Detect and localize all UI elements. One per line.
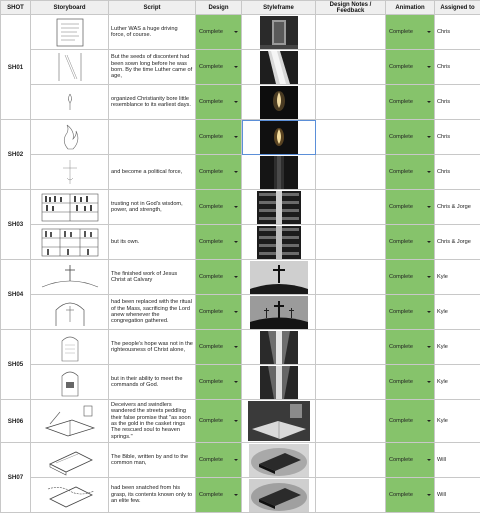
script-cell[interactable]: But the seeds of discontent had been sown long before he was born. By the time Luther came of age, bbox=[109, 50, 196, 85]
shot-label[interactable]: SH03 bbox=[1, 190, 31, 260]
storyboard-figure-sketch-icon bbox=[47, 156, 93, 188]
design-status-value: Complete bbox=[199, 344, 223, 350]
table-row bbox=[1, 330, 480, 365]
table-row bbox=[1, 15, 480, 50]
animation-status-dropdown[interactable] bbox=[386, 85, 435, 120]
animation-status-value: Complete bbox=[389, 99, 413, 105]
animation-status-dropdown[interactable] bbox=[386, 155, 435, 190]
dropdown-arrow-icon bbox=[427, 459, 431, 461]
styleframe-corridor-icon bbox=[260, 366, 298, 399]
table-row bbox=[1, 295, 480, 330]
animation-status-value: Complete bbox=[389, 492, 413, 498]
styleframe-cell[interactable] bbox=[242, 365, 316, 400]
assigned-cell[interactable]: Chris bbox=[435, 50, 480, 85]
design-status-dropdown[interactable] bbox=[196, 85, 242, 120]
header-design[interactable]: Design bbox=[196, 1, 242, 15]
assigned-cell[interactable]: Kyle bbox=[435, 260, 480, 295]
assigned-cell[interactable]: Will bbox=[435, 443, 480, 478]
styleframe-cell[interactable] bbox=[242, 85, 316, 120]
design-status-dropdown[interactable] bbox=[196, 260, 242, 295]
storyboard-cell[interactable] bbox=[31, 155, 109, 190]
script-cell[interactable] bbox=[109, 120, 196, 155]
animation-status-dropdown[interactable] bbox=[386, 15, 435, 50]
animation-status-dropdown[interactable] bbox=[386, 443, 435, 478]
design-status-dropdown[interactable] bbox=[196, 155, 242, 190]
storyboard-cell[interactable] bbox=[31, 225, 109, 260]
script-cell[interactable]: Deceivers and swindlers wandered the streets peddling their false promise that "as soon as the gold in the casket rings The rescued soul to heaven springs." bbox=[109, 400, 196, 443]
assigned-cell[interactable]: Will bbox=[435, 478, 480, 513]
assigned-cell[interactable]: Kyle bbox=[435, 295, 480, 330]
assigned-cell[interactable]: Chris bbox=[435, 15, 480, 50]
storyboard-cell[interactable] bbox=[31, 15, 109, 50]
design-status-dropdown[interactable] bbox=[196, 400, 242, 443]
script-cell[interactable]: The Bible, written by and to the common man, bbox=[109, 443, 196, 478]
design-status-dropdown[interactable] bbox=[196, 478, 242, 513]
script-cell[interactable]: had been snatched from his grasp, its contents known only to an elite few. bbox=[109, 478, 196, 513]
design-notes-cell[interactable] bbox=[316, 330, 386, 365]
header-script[interactable]: Script bbox=[109, 1, 196, 15]
animation-status-dropdown[interactable] bbox=[386, 295, 435, 330]
table-row bbox=[1, 190, 480, 225]
storyboard-light-beam-sketch-icon bbox=[47, 51, 93, 83]
dropdown-arrow-icon bbox=[234, 31, 238, 33]
design-status-value: Complete bbox=[199, 169, 223, 175]
table-row bbox=[1, 478, 480, 513]
styleframe-cell[interactable] bbox=[242, 295, 316, 330]
dropdown-arrow-icon bbox=[427, 346, 431, 348]
header-design-notes[interactable]: Design Notes / Feedback bbox=[316, 1, 386, 15]
assigned-cell[interactable]: Chris & Jorge bbox=[435, 190, 480, 225]
shot-label[interactable]: SH01 bbox=[1, 15, 31, 120]
storyboard-cell[interactable] bbox=[31, 120, 109, 155]
script-cell[interactable]: trusting not in God's wisdom, power, and strength, bbox=[109, 190, 196, 225]
script-cell[interactable]: The finished work of Jesus Christ at Calvary bbox=[109, 260, 196, 295]
header-animation[interactable]: Animation bbox=[386, 1, 435, 15]
storyboard-cell[interactable] bbox=[31, 400, 109, 443]
script-cell[interactable]: Luther WAS a huge driving force, of course. bbox=[109, 15, 196, 50]
storyboard-shelves-sketch-icon bbox=[40, 226, 100, 258]
header-shot[interactable]: SHOT bbox=[1, 1, 31, 15]
table-row bbox=[1, 260, 480, 295]
styleframe-candle-flame-icon bbox=[260, 86, 298, 119]
storyboard-cell[interactable] bbox=[31, 190, 109, 225]
shot-label[interactable]: SH02 bbox=[1, 120, 31, 190]
assigned-cell[interactable]: Chris bbox=[435, 120, 480, 155]
design-notes-cell[interactable] bbox=[316, 365, 386, 400]
assigned-cell[interactable]: Chris bbox=[435, 85, 480, 120]
header-row bbox=[1, 1, 480, 15]
dropdown-arrow-icon bbox=[427, 276, 431, 278]
table-row bbox=[1, 120, 480, 155]
header-storyboard[interactable]: Storyboard bbox=[31, 1, 109, 15]
design-status-dropdown[interactable] bbox=[196, 443, 242, 478]
styleframe-library-icon bbox=[257, 226, 301, 259]
dropdown-arrow-icon bbox=[427, 381, 431, 383]
animation-status-dropdown[interactable] bbox=[386, 190, 435, 225]
dropdown-arrow-icon bbox=[427, 241, 431, 243]
storyboard-candle-sketch-icon bbox=[47, 86, 93, 118]
animation-status-dropdown[interactable] bbox=[386, 225, 435, 260]
storyboard-cell[interactable] bbox=[31, 260, 109, 295]
dropdown-arrow-icon bbox=[234, 276, 238, 278]
design-status-dropdown[interactable] bbox=[196, 15, 242, 50]
storyboard-book-chain-sketch-icon bbox=[40, 479, 100, 511]
styleframe-cross-hill-icon bbox=[250, 261, 308, 294]
assigned-cell[interactable]: Kyle bbox=[435, 365, 480, 400]
styleframe-dark-doorway-icon bbox=[260, 16, 298, 49]
table-row bbox=[1, 400, 480, 443]
storyboard-book-desk-sketch-icon bbox=[40, 402, 100, 440]
dropdown-arrow-icon bbox=[234, 459, 238, 461]
styleframe-closed-book-icon bbox=[249, 479, 309, 512]
dropdown-arrow-icon bbox=[234, 66, 238, 68]
script-cell[interactable]: organized Christianity bore little resemblance to its earliest days. bbox=[109, 85, 196, 120]
styleframe-library-icon bbox=[257, 191, 301, 224]
design-notes-cell[interactable] bbox=[316, 120, 386, 155]
storyboard-tombstone-sketch-icon bbox=[47, 366, 93, 398]
script-cell[interactable]: but its own. bbox=[109, 225, 196, 260]
animation-status-value: Complete bbox=[389, 274, 413, 280]
design-status-value: Complete bbox=[199, 309, 223, 315]
styleframe-cell[interactable] bbox=[242, 330, 316, 365]
design-status-value: Complete bbox=[199, 492, 223, 498]
storyboard-cell[interactable] bbox=[31, 50, 109, 85]
dropdown-arrow-icon bbox=[234, 381, 238, 383]
assigned-cell[interactable]: Chris & Jorge bbox=[435, 225, 480, 260]
dropdown-arrow-icon bbox=[427, 311, 431, 313]
styleframe-cell[interactable] bbox=[242, 260, 316, 295]
design-status-value: Complete bbox=[199, 418, 223, 424]
styleframe-cell[interactable] bbox=[242, 400, 316, 443]
animation-status-dropdown[interactable] bbox=[386, 400, 435, 443]
dropdown-arrow-icon bbox=[427, 101, 431, 103]
dropdown-arrow-icon bbox=[427, 66, 431, 68]
storyboard-cell[interactable] bbox=[31, 85, 109, 120]
styleframe-flame-icon bbox=[260, 121, 298, 154]
assigned-cell[interactable]: Kyle bbox=[435, 400, 480, 443]
design-status-value: Complete bbox=[199, 204, 223, 210]
animation-status-value: Complete bbox=[389, 64, 413, 70]
animation-status-value: Complete bbox=[389, 204, 413, 210]
dropdown-arrow-icon bbox=[427, 206, 431, 208]
dropdown-arrow-icon bbox=[234, 241, 238, 243]
dropdown-arrow-icon bbox=[234, 171, 238, 173]
dropdown-arrow-icon bbox=[427, 171, 431, 173]
storyboard-shelves-sketch-icon bbox=[40, 191, 100, 223]
animation-status-value: Complete bbox=[389, 29, 413, 35]
styleframe-open-book-icon bbox=[248, 401, 310, 441]
design-notes-cell[interactable] bbox=[316, 190, 386, 225]
animation-status-dropdown[interactable] bbox=[386, 478, 435, 513]
animation-status-dropdown[interactable] bbox=[386, 365, 435, 400]
shot-label[interactable]: SH04 bbox=[1, 260, 31, 330]
animation-status-value: Complete bbox=[389, 239, 413, 245]
design-notes-cell[interactable] bbox=[316, 50, 386, 85]
design-notes-cell[interactable] bbox=[316, 260, 386, 295]
dropdown-arrow-icon bbox=[427, 136, 431, 138]
styleframe-cell-selected[interactable] bbox=[242, 120, 316, 155]
styleframe-cell[interactable] bbox=[242, 155, 316, 190]
animation-status-value: Complete bbox=[389, 418, 413, 424]
design-notes-cell[interactable] bbox=[316, 400, 386, 443]
dropdown-arrow-icon bbox=[234, 311, 238, 313]
storyboard-arch-sketch-icon bbox=[40, 296, 100, 328]
styleframe-cell[interactable] bbox=[242, 50, 316, 85]
styleframe-corridor-icon bbox=[260, 331, 298, 364]
dropdown-arrow-icon bbox=[234, 136, 238, 138]
storyboard-tablet-sketch-icon bbox=[47, 331, 93, 363]
script-cell[interactable]: The people's hope was not in the righteousness of Christ alone, bbox=[109, 330, 196, 365]
storyboard-flame-sketch-icon bbox=[47, 121, 93, 153]
design-status-dropdown[interactable] bbox=[196, 295, 242, 330]
dropdown-arrow-icon bbox=[234, 494, 238, 496]
dropdown-arrow-icon bbox=[427, 420, 431, 422]
dropdown-arrow-icon bbox=[234, 420, 238, 422]
design-notes-cell[interactable] bbox=[316, 85, 386, 120]
animation-status-value: Complete bbox=[389, 379, 413, 385]
design-notes-cell[interactable] bbox=[316, 443, 386, 478]
styleframe-crosses-dusk-icon bbox=[250, 296, 308, 329]
animation-status-dropdown[interactable] bbox=[386, 330, 435, 365]
dropdown-arrow-icon bbox=[234, 346, 238, 348]
animation-status-value: Complete bbox=[389, 134, 413, 140]
design-status-dropdown[interactable] bbox=[196, 225, 242, 260]
design-notes-cell[interactable] bbox=[316, 155, 386, 190]
design-notes-cell[interactable] bbox=[316, 225, 386, 260]
assigned-cell[interactable]: Kyle bbox=[435, 330, 480, 365]
script-cell[interactable]: but in their ability to meet the commands of God. bbox=[109, 365, 196, 400]
storyboard-book-sketch-icon bbox=[40, 444, 100, 476]
table-row bbox=[1, 443, 480, 478]
table-row bbox=[1, 85, 480, 120]
styleframe-cell[interactable] bbox=[242, 15, 316, 50]
dropdown-arrow-icon bbox=[427, 494, 431, 496]
assigned-cell[interactable]: Chris bbox=[435, 155, 480, 190]
design-status-value: Complete bbox=[199, 99, 223, 105]
design-notes-cell[interactable] bbox=[316, 15, 386, 50]
dropdown-arrow-icon bbox=[234, 101, 238, 103]
design-status-value: Complete bbox=[199, 134, 223, 140]
animation-status-dropdown[interactable] bbox=[386, 50, 435, 85]
storyboard-door-sketch-icon bbox=[47, 16, 93, 48]
table-row bbox=[1, 155, 480, 190]
shot-label[interactable]: SH05 bbox=[1, 330, 31, 400]
animation-status-value: Complete bbox=[389, 457, 413, 463]
design-status-dropdown[interactable] bbox=[196, 190, 242, 225]
storyboard-cell[interactable] bbox=[31, 365, 109, 400]
animation-status-dropdown[interactable] bbox=[386, 120, 435, 155]
design-status-value: Complete bbox=[199, 457, 223, 463]
storyboard-cell[interactable] bbox=[31, 330, 109, 365]
styleframe-dark-glow-icon bbox=[260, 156, 298, 189]
storyboard-cross-hill-sketch-icon bbox=[40, 261, 100, 293]
styleframe-cell[interactable] bbox=[242, 190, 316, 225]
styleframe-closed-book-icon bbox=[249, 444, 309, 477]
styleframe-cell[interactable] bbox=[242, 225, 316, 260]
design-status-value: Complete bbox=[199, 239, 223, 245]
design-status-value: Complete bbox=[199, 274, 223, 280]
styleframe-cell[interactable] bbox=[242, 478, 316, 513]
shot-label[interactable]: SH07 bbox=[1, 443, 31, 513]
table-row bbox=[1, 365, 480, 400]
design-status-value: Complete bbox=[199, 379, 223, 385]
script-cell[interactable]: and become a political force, bbox=[109, 155, 196, 190]
storyboard-cell[interactable] bbox=[31, 295, 109, 330]
design-notes-cell[interactable] bbox=[316, 478, 386, 513]
animation-status-dropdown[interactable] bbox=[386, 260, 435, 295]
animation-status-value: Complete bbox=[389, 344, 413, 350]
table-row bbox=[1, 225, 480, 260]
styleframe-cell[interactable] bbox=[242, 443, 316, 478]
design-status-dropdown[interactable] bbox=[196, 330, 242, 365]
design-status-value: Complete bbox=[199, 64, 223, 70]
shot-label[interactable]: SH06 bbox=[1, 400, 31, 443]
dropdown-arrow-icon bbox=[427, 31, 431, 33]
design-status-dropdown[interactable] bbox=[196, 365, 242, 400]
storyboard-cell[interactable] bbox=[31, 443, 109, 478]
dropdown-arrow-icon bbox=[234, 206, 238, 208]
animation-status-value: Complete bbox=[389, 169, 413, 175]
table-row bbox=[1, 50, 480, 85]
design-notes-cell[interactable] bbox=[316, 295, 386, 330]
header-assigned[interactable]: Assigned to bbox=[435, 1, 480, 15]
header-styleframe[interactable]: Styleframe bbox=[242, 1, 316, 15]
design-status-dropdown[interactable] bbox=[196, 50, 242, 85]
script-cell[interactable]: had been replaced with the ritual of the Mass, sacrificing the Lord anew whenever the congregation gathered. bbox=[109, 295, 196, 330]
animation-status-value: Complete bbox=[389, 309, 413, 315]
design-status-value: Complete bbox=[199, 29, 223, 35]
design-status-dropdown[interactable] bbox=[196, 120, 242, 155]
storyboard-cell[interactable] bbox=[31, 478, 109, 513]
styleframe-light-beam-icon bbox=[260, 51, 298, 84]
